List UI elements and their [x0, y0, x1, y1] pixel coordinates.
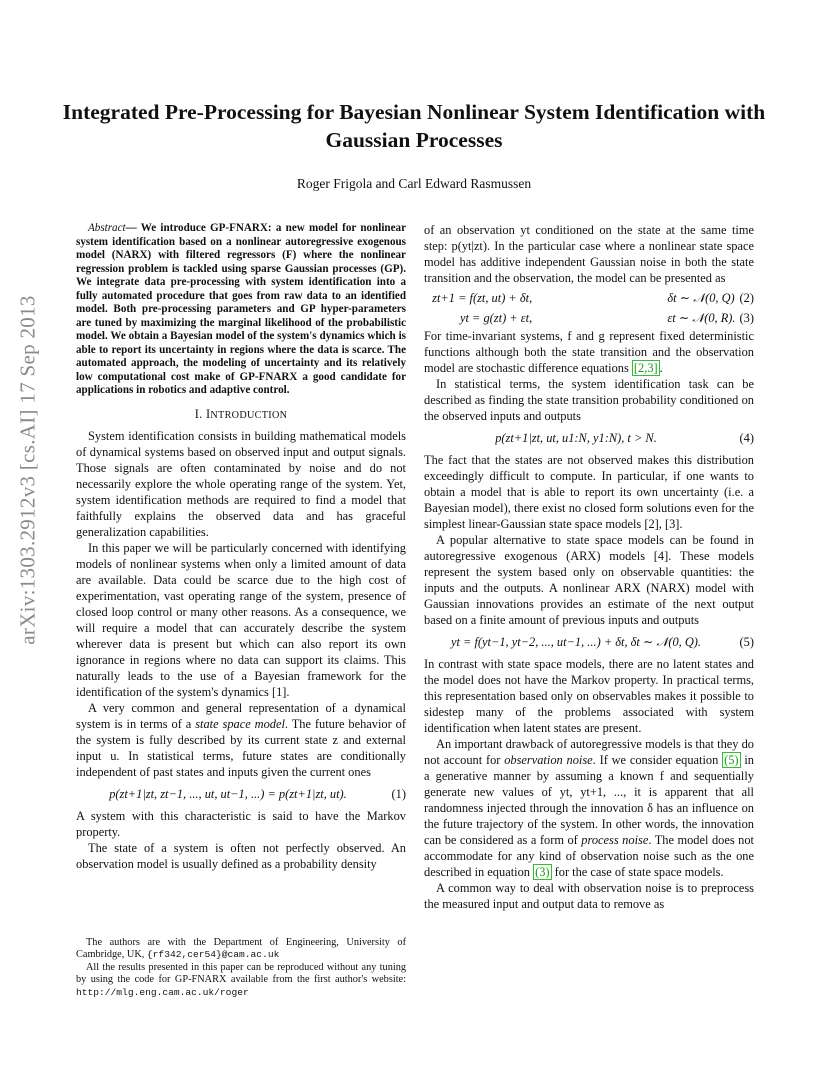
citation-link-2-3[interactable]: [2,3]: [633, 361, 658, 375]
right-paragraph-2-text: For time-invariant systems, f and g represent fixed deterministic functions although both the state transition and the observation model are stochastic difference equations: [424, 329, 754, 375]
observation-noise-term: observation noise: [504, 753, 593, 767]
equation-1: [76, 786, 406, 802]
equation-3: [424, 310, 754, 326]
abstract-dash: —: [125, 222, 141, 234]
equation-5: [424, 634, 754, 650]
process-noise-term: process noise: [581, 833, 649, 847]
footnote-code: [76, 962, 406, 999]
arxiv-id-text: arXiv:1303.2912v3 [cs.AI] 17 Sep 2013: [15, 295, 40, 645]
footnote: [76, 937, 406, 999]
equation-5-link[interactable]: (5): [724, 753, 739, 767]
intro-paragraph-5: The state of a system is often not perfectly observed. An observation model is usually defined as a probability density: [76, 840, 406, 871]
equation-2: [424, 290, 754, 306]
equation-3-left: yt = g(zt) + εt,: [459, 311, 533, 325]
equation-4-body: p(zt+1|zt, ut, u1:N, y1:N), t > N.: [495, 431, 657, 445]
right-paragraph-7: [424, 736, 754, 880]
equation-3-number: (3): [739, 311, 754, 325]
equation-3-right: εt ∼ 𝒩(0, R).: [667, 311, 736, 325]
left-column: [76, 222, 406, 872]
right-paragraph-7-a: An important drawback of autoregressive models is that they do not account for: [424, 737, 754, 767]
right-column: [424, 222, 754, 912]
right-paragraph-3: In statistical terms, the system identification task can be described as finding the state transition probability conditioned on the observed inputs and outputs: [424, 377, 754, 423]
paper-authors: Roger Frigola and Carl Edward Rasmussen: [296, 176, 532, 191]
intro-paragraph-1: System identification consists in building mathematical models of dynamical systems based on observed input and output signals. Those signals are often contaminated by noise and do not necessarily explore the whole operating range of the system. Yet, system identification methods are required to find a model that faithfully explains the observed data and has graceful generalization capabilities.: [76, 428, 406, 539]
equation-5-body: yt = f(yt−1, yt−2, ..., ut−1, ...) + δt, δt ∼ 𝒩(0, Q).: [450, 635, 702, 649]
equation-3-link[interactable]: (3): [535, 865, 550, 879]
equation-5-number: (5): [739, 635, 754, 649]
abstract-label: Abstract: [88, 222, 126, 234]
intro-paragraph-2: In this paper we will be particularly concerned with identifying models of nonlinear systems when only a limited amount of data are available. Data could be scarce due to the high cost of experimentation, vast operating range of the system, presence of closed loop control or many other reasons. As a consequence, we will require a model that can accurately describe the system wherever data is present but which can also report its own ignorance in regions where no data can support its claims. This naturally leads to the use of a Bayesian framework for the identification of the system's dynamics [1].: [76, 540, 406, 699]
section-number: I.: [194, 406, 203, 421]
equation-1-body: p(zt+1|zt, zt−1, ..., ut, ut−1, ...) = p(zt+1|zt, ut).: [109, 786, 347, 801]
right-paragraph-2: For time-invariant systems, f and g represent fixed deterministic functions although both the state transition and the observation model are stochastic difference equations [2,3] .: [424, 329, 754, 375]
footnote-website-link[interactable]: http://mlg.eng.cam.ac.uk/roger: [76, 986, 249, 998]
right-paragraph-7-e: for the case of state space models.: [551, 865, 724, 879]
section-title-initial: I: [205, 406, 211, 421]
paper-title: Integrated Pre-Processing for Bayesian Nonlinear System Identification with Gaussian Processes: [62, 100, 766, 152]
intro-paragraph-3-part-b: . The future behavior of the system is fully described by its current state z and external input u. In statistical terms, future states are conditionally independent of past states and inputs given the current ones: [76, 716, 406, 779]
right-paragraph-7-c: in a generative manner by assuming a known f and sequentially generate new values of yt, yt+1, ..., it is apparent that all randomness injected through the innovation δ has an influence on the future trajectory of the system. In other words, the innovation can be considered as a form of: [424, 753, 754, 847]
intro-paragraph-3-part-a: A very common and general representation of a dynamical system is in terms of a: [76, 700, 406, 731]
equation-2-left: zt+1 = f(zt, ut) + δt,: [432, 291, 533, 305]
equation-4-number: (4): [739, 431, 754, 445]
footnote-emails: {rf342,cer54}@cam.ac.uk: [146, 949, 280, 961]
footnote-code-text: All the results presented in this paper can be reproduced without any tuning by using the code for GP-FNARX available from the first author's website:: [76, 961, 406, 986]
right-paragraph-1: of an observation yt conditioned on the state at the same time step: p(yt|zt). In the particular case where a nonlinear state space model has additive independent Gaussian noise in both the state transition and the observation, the model can be presented as: [424, 223, 754, 285]
right-paragraph-4: The fact that the states are not observed makes this distribution exceedingly difficult to compute. In particular, if one wants to obtain a model that is able to report its own uncertainty (i.e. a Bayesian model), there exist no closed form solutions even for the simplest linear-Gaussian state space models [2], [3].: [424, 453, 754, 531]
equation-1-number: (1): [391, 786, 406, 801]
right-paragraph-8: A common way to deal with observation noise is to preprocess the measured input and output data to remove as: [424, 881, 754, 911]
abstract: [76, 222, 406, 398]
right-paragraph-7-d: . The model does not accommodate for any kind of observation noise such as the one described in equation: [424, 833, 754, 879]
state-space-model-term: state space model: [195, 716, 285, 731]
footnote-affiliation-text: The authors are with the Department of Engineering, University of Cambridge, UK,: [76, 937, 406, 961]
abstract-text: We introduce GP-FNARX: a new model for nonlinear system identification based on a nonlinear autoregressive exogenous model (NARX) with filtered regressors (F) where the nonlinear regression problem is tackled using sparse Gaussian processes (GP). We integrate data pre-processing with system identification into a fully automated procedure that goes from raw data to an identified model. Both pre-processing parameters and GP hyper-parameters are tuned by maximizing the marginal likelihood of the probabilistic model. We obtain a Bayesian model of the system's dynamics which is able to report its uncertainty in regions where the data is scarce. The automated approach, the modeling of uncertainty and its relatively low computational cost make of GP-FNARX a good candidate for applications in robotics and adaptive control.: [76, 222, 406, 396]
right-paragraph-6: In contrast with state space models, there are no latent states and the model does not have the Markov property. In practical terms, this representation based only on observables makes it possible to sidestep many of the problems associated with system identification when latent states are present.: [424, 657, 754, 735]
intro-paragraph-4: A system with this characteristic is said to have the Markov property.: [76, 808, 406, 839]
equation-2-right: δt ∼ 𝒩(0, Q): [667, 291, 735, 305]
footnote-affiliation: [76, 937, 406, 962]
intro-paragraph-3: [76, 700, 406, 780]
equation-4: [424, 430, 754, 446]
right-paragraph-7-b: . If we consider equation: [592, 753, 723, 767]
section-title-rest: NTRODUCTION: [210, 409, 288, 421]
section-heading-introduction: [76, 406, 406, 424]
right-paragraph-5: A popular alternative to state space models can be found in autoregressive exogenous (ARX) models [4]. These models represent the system based only on observable quantities: the inputs and the outputs. A nonlinear ARX (NARX) model with Gaussian innovations provides an estimate of the next output based on a finite amount of previous inputs and outputs: [424, 533, 754, 627]
equation-2-number: (2): [739, 291, 754, 305]
